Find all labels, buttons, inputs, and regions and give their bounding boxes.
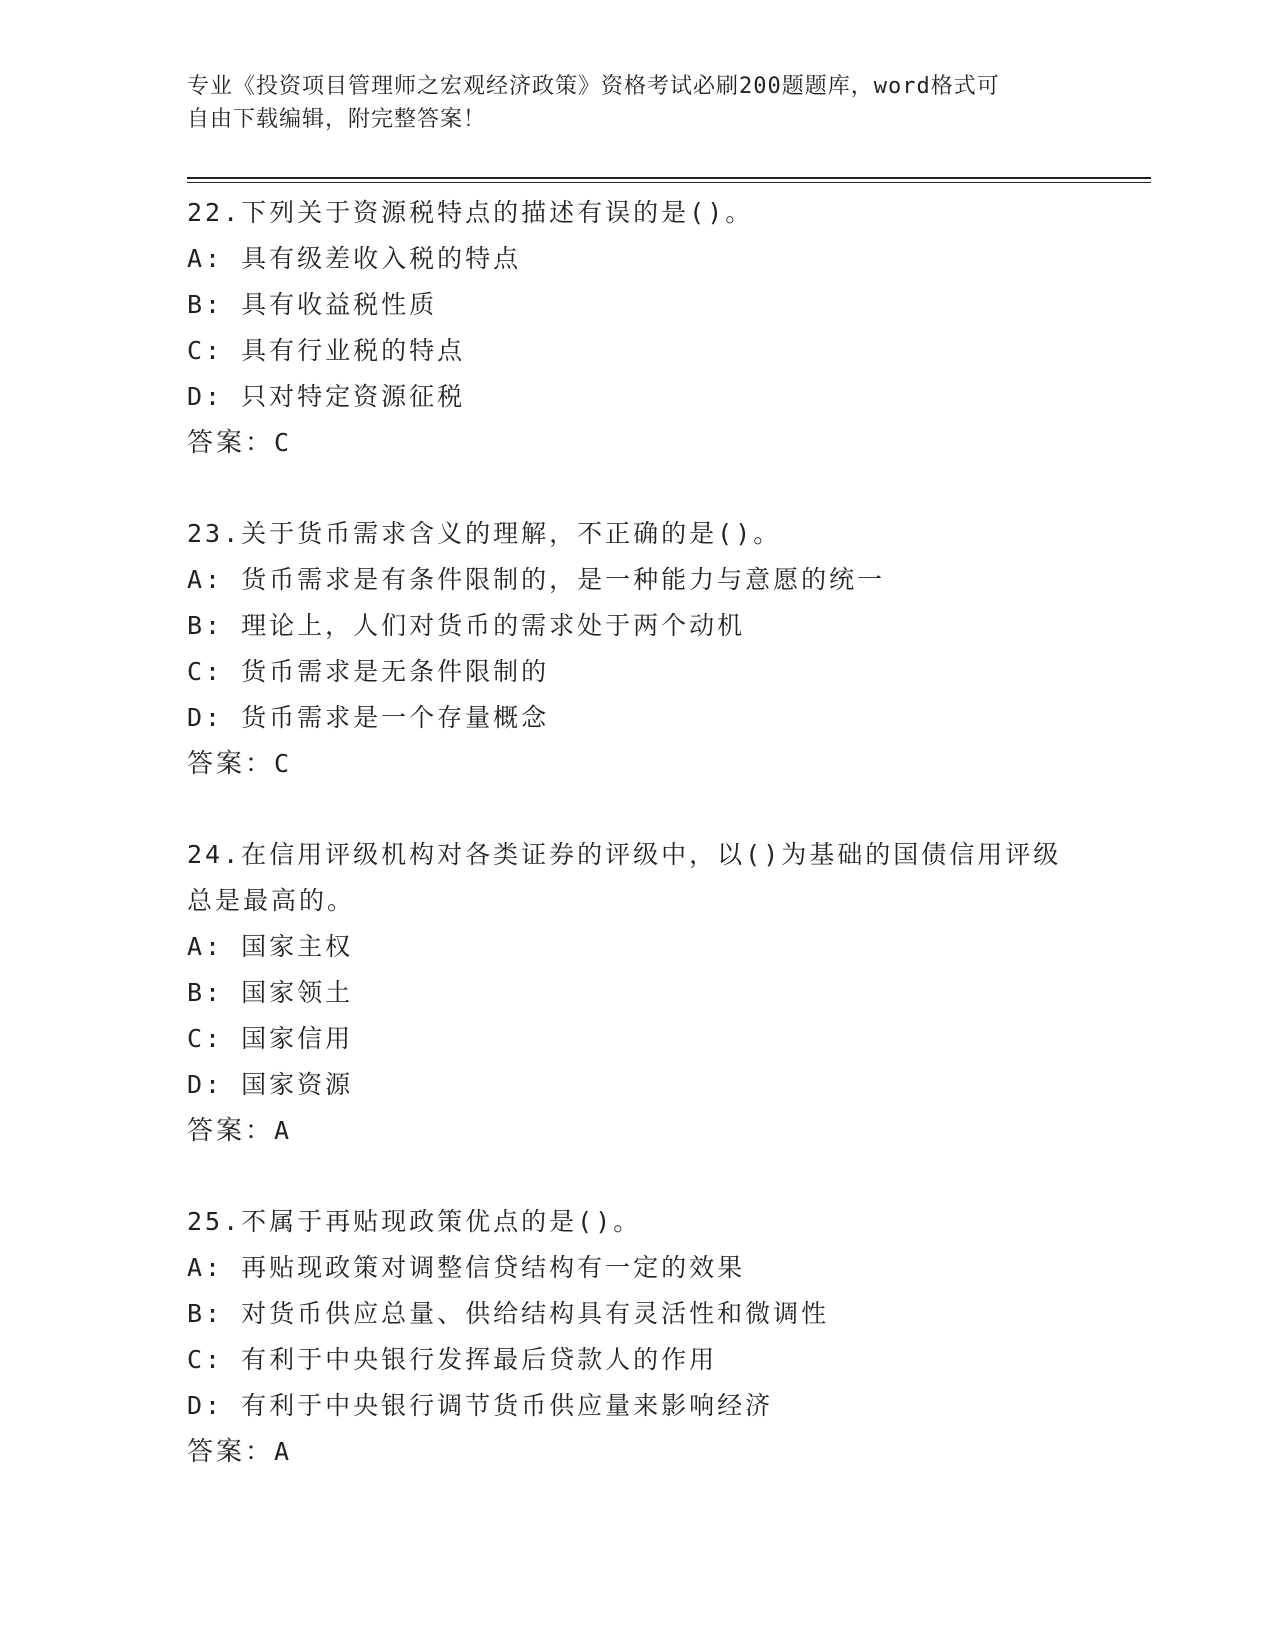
option-d: D: 货币需求是一个存量概念 [187, 703, 550, 732]
question-stem: 22.下列关于资源税特点的描述有误的是()。 [187, 198, 754, 227]
header-line-2: 自由下载编辑，附完整答案！ [187, 107, 487, 132]
answer-line [187, 420, 1087, 466]
option-a: A: 具有级差收入税的特点 [187, 244, 522, 273]
header-rule-thin [187, 182, 1151, 183]
question-25 [187, 1199, 1087, 1475]
answer-label: 答案： [187, 1116, 275, 1146]
question-24 [187, 832, 1087, 1154]
answer-line [187, 1108, 1087, 1154]
question-23 [187, 511, 1087, 787]
option-b: B: 对货币供应总量、供给结构具有灵活性和微调性 [187, 1299, 830, 1328]
option-b: B: 具有收益税性质 [187, 290, 438, 319]
option-d: D: 只对特定资源征税 [187, 382, 466, 411]
answer-label: 答案： [187, 1437, 275, 1467]
question-stem: 25.不属于再贴现政策优点的是()。 [187, 1207, 642, 1236]
document-header [187, 70, 1067, 136]
answer-value: C [274, 428, 293, 457]
option-b: B: 理论上，人们对货币的需求处于两个动机 [187, 611, 746, 640]
option-b: B: 国家领土 [187, 978, 354, 1007]
option-a: A: 再贴现政策对调整信贷结构有一定的效果 [187, 1253, 746, 1282]
option-c: C: 有利于中央银行发挥最后贷款人的作用 [187, 1345, 718, 1374]
option-c: C: 国家信用 [187, 1024, 354, 1053]
answer-value: A [274, 1437, 293, 1466]
answer-line [187, 741, 1087, 787]
option-c: C: 具有行业税的特点 [187, 336, 466, 365]
header-line-1: 专业《投资项目管理师之宏观经济政策》资格考试必刷200题题库，word格式可 [187, 74, 1000, 99]
option-c: C: 货币需求是无条件限制的 [187, 657, 550, 686]
question-list [187, 190, 1087, 1520]
answer-label: 答案： [187, 749, 275, 779]
option-d: D: 国家资源 [187, 1070, 354, 1099]
option-d: D: 有利于中央银行调节货币供应量来影响经济 [187, 1391, 774, 1420]
option-a: A: 货币需求是有条件限制的，是一种能力与意愿的统一 [187, 565, 886, 594]
answer-label: 答案： [187, 428, 275, 458]
question-stem: 23.关于货币需求含义的理解，不正确的是()。 [187, 519, 782, 548]
answer-value: A [274, 1116, 293, 1145]
question-stem: 24.在信用评级机构对各类证券的评级中，以()为基础的国债信用评级总是最高的。 [187, 840, 1062, 915]
header-rule-thick [187, 177, 1151, 179]
question-22 [187, 190, 1087, 466]
answer-value: C [274, 749, 293, 778]
option-a: A: 国家主权 [187, 932, 354, 961]
answer-line [187, 1429, 1087, 1475]
